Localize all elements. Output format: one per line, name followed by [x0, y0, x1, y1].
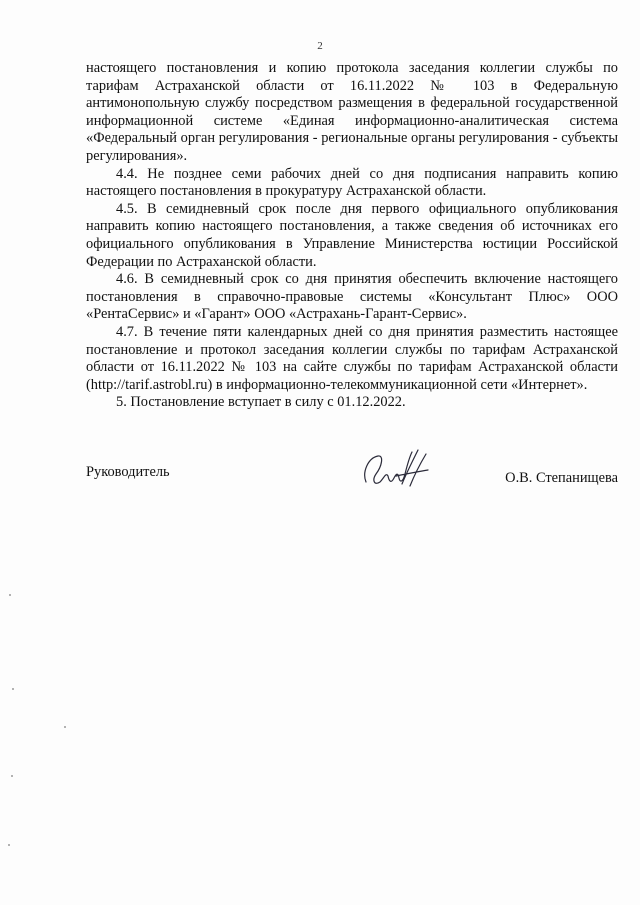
signature-block: [86, 458, 618, 508]
page-number: 2: [317, 40, 323, 52]
paragraph-5: 5. Постановление вступает в силу с 01.12.2022.: [116, 394, 406, 411]
document-body: [86, 60, 618, 412]
scan-speck: [64, 726, 66, 728]
signatory-name: О.В. Степанищева: [505, 470, 618, 486]
paragraph-4-7: 4.7. В течение пяти календарных дней со дня принятия разместить настоящее постановление и протокол заседания коллегии службы по тарифам Астраханской области от 16.11.2022 № 103 на сайте службы по тарифам Астраханской области (http://tarif.astrobl.ru) в информационно-телекоммуникационной сети «Интернет».: [86, 323, 618, 393]
scan-speck: [11, 775, 13, 777]
paragraph-4-6: 4.6. В семидневный срок со дня принятия обеспечить включение настоящего постановления в справочно-правовые системы «Консультант Плюс» ООО «РентаСервис» и «Гарант» ООО «Астрахань-Гарант-Сервис».: [86, 271, 618, 323]
signatory-title: Руководитель: [86, 464, 170, 480]
paragraph-4-4: 4.4. Не позднее семи рабочих дней со дня подписания направить копию настоящего постановления в прокуратуру Астраханской области.: [86, 165, 618, 200]
scan-speck: [8, 844, 10, 846]
paragraph-4-5: 4.5. В семидневный срок после дня первого официального опубликования направить копию настоящего постановления, а также сведения об источниках его официального опубликования в Управление Министерства юстиции Российской Федерации по Астраханской области.: [86, 200, 618, 270]
paragraph-continuation: настоящего постановления и копию протокола заседания коллегии службы по тарифам Астраханской области от 16.11.2022 № 103 в Федеральную антимонопольную службу посредством размещения в федеральной государственной информационной системе «Единая информационно-аналитическая система «Федеральный орган регулирования - региональные органы регулирования - субъекты регулирования».: [86, 60, 618, 164]
handwritten-signature: [360, 448, 430, 496]
scan-speck: [9, 594, 11, 596]
scan-speck: [12, 688, 14, 690]
